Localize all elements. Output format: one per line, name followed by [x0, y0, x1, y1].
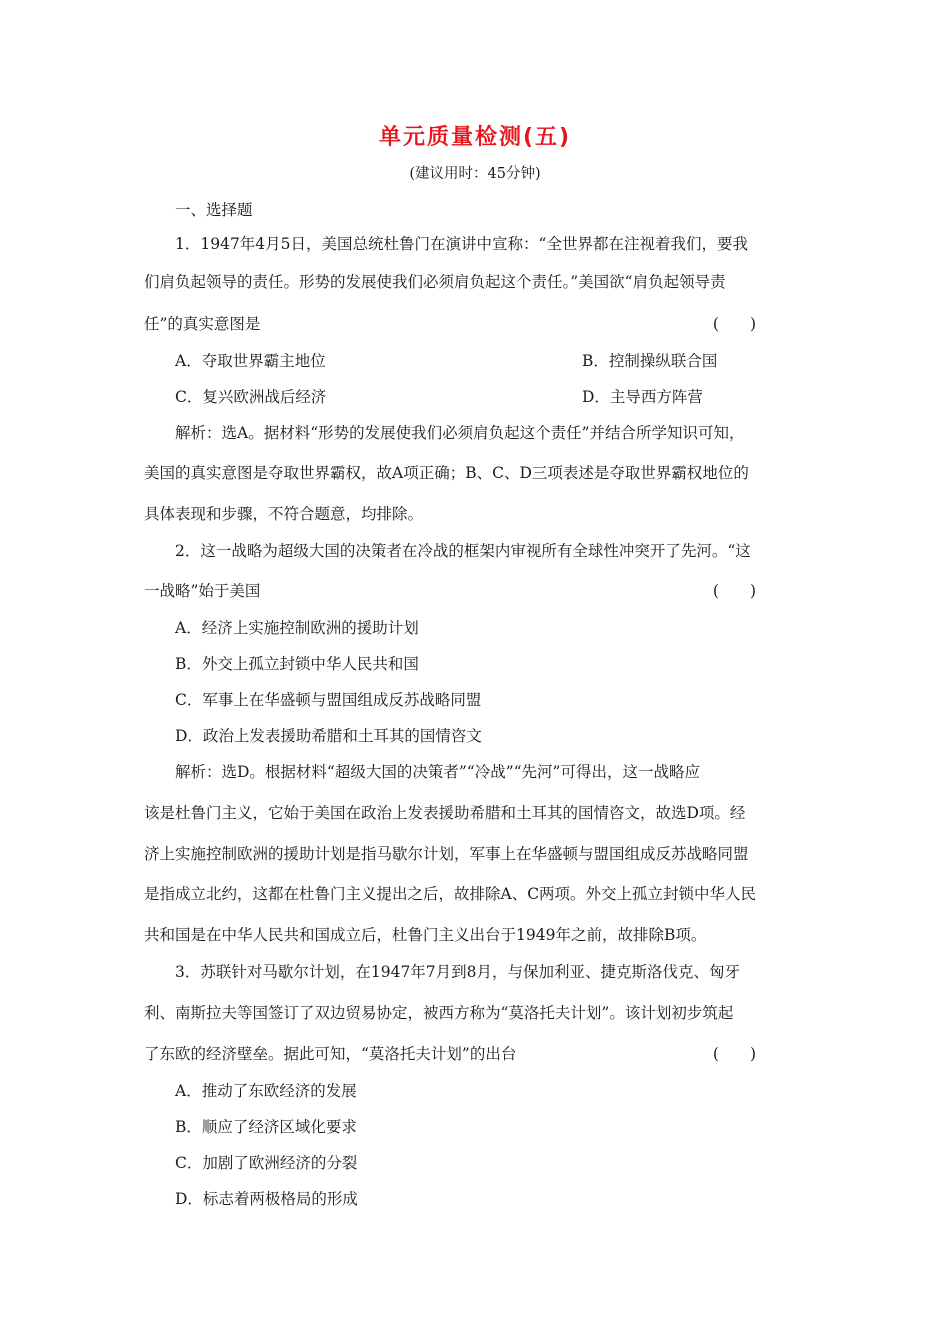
q1-option-b: B．控制操纵联合国: [582, 352, 718, 370]
q1-stem-line: 们肩负起领导的责任。形势的发展使我们必须肩负起这个责任。”美国欲“肩负起领导责: [144, 273, 726, 291]
q3-stem-line: 了东欧的经济壁垒。据此可知，“莫洛托夫计划”的出台: [144, 1045, 517, 1063]
q2-option-a: A．经济上实施控制欧洲的援助计划: [175, 619, 419, 637]
q2-stem-line: 2．这一战略为超级大国的决策者在冷战的框架内审视所有全球性冲突开了先河。“这: [175, 542, 751, 560]
q2-option-c: C．军事上在华盛顿与盟国组成反苏战略同盟: [175, 691, 482, 709]
q1-analysis-line: 美国的真实意图是夺取世界霸权，故A项正确；B、C、D三项表述是夺取世界霸权地位的: [144, 464, 749, 482]
q2-option-d: D．政治上发表援助希腊和土耳其的国情咨文: [175, 727, 482, 745]
q2-analysis-line: 济上实施控制欧洲的援助计划是指马歇尔计划，军事上在华盛顿与盟国组成反苏战略同盟: [144, 845, 749, 863]
q3-stem-line: 利、南斯拉夫等国签订了双边贸易协定，被西方称为“莫洛托夫计划”。该计划初步筑起: [144, 1004, 734, 1022]
page-subtitle: (建议用时：45分钟): [409, 166, 541, 182]
q3-stem-line: 3．苏联针对马歇尔计划，在1947年7月到8月，与保加利亚、捷克斯洛伐克、匈牙: [175, 963, 741, 981]
section-heading: 一、选择题: [175, 201, 253, 219]
q1-answer-blank: ( ): [712, 315, 756, 333]
q2-answer-blank: ( ): [712, 582, 756, 600]
q1-analysis-line: 解析：选A。据材料“形势的发展使我们必须肩负起这个责任”并结合所学知识可知，: [175, 424, 745, 442]
q2-analysis-line: 解析：选D。根据材料“超级大国的决策者”“冷战”“先河”可得出，这一战略应: [175, 763, 700, 781]
q3-option-d: D．标志着两极格局的形成: [175, 1190, 358, 1208]
q1-option-a: A．夺取世界霸主地位: [175, 352, 326, 370]
q1-option-c: C．复兴欧洲战后经济: [175, 388, 327, 406]
q2-analysis-line: 是指成立北约，这都在杜鲁门主义提出之后，故排除A、C两项。外交上孤立封锁中华人民: [144, 885, 757, 903]
q1-option-d: D．主导西方阵营: [582, 388, 703, 406]
q1-stem-line: 1．1947年4月5日，美国总统杜鲁门在演讲中宣称：“全世界都在注视着我们，要我: [175, 235, 748, 253]
q3-option-a: A．推动了东欧经济的发展: [175, 1082, 357, 1100]
q2-option-b: B．外交上孤立封锁中华人民共和国: [175, 655, 419, 673]
q2-stem-line: 一战略”始于美国: [144, 582, 261, 600]
page-title: 单元质量检测(五): [378, 125, 572, 150]
q3-answer-blank: ( ): [712, 1045, 756, 1063]
q2-analysis-line: 该是杜鲁门主义，它始于美国在政治上发表援助希腊和土耳其的国情咨文，故选D项。经: [144, 804, 746, 822]
q1-analysis-line: 具体表现和步骤，不符合题意，均排除。: [144, 505, 424, 523]
q2-analysis-line: 共和国是在中华人民共和国成立后，杜鲁门主义出台于1949年之前，故排除B项。: [144, 926, 707, 944]
q1-stem-line: 任”的真实意图是: [144, 315, 261, 333]
q3-option-b: B．顺应了经济区域化要求: [175, 1118, 357, 1136]
q3-option-c: C．加剧了欧洲经济的分裂: [175, 1154, 358, 1172]
